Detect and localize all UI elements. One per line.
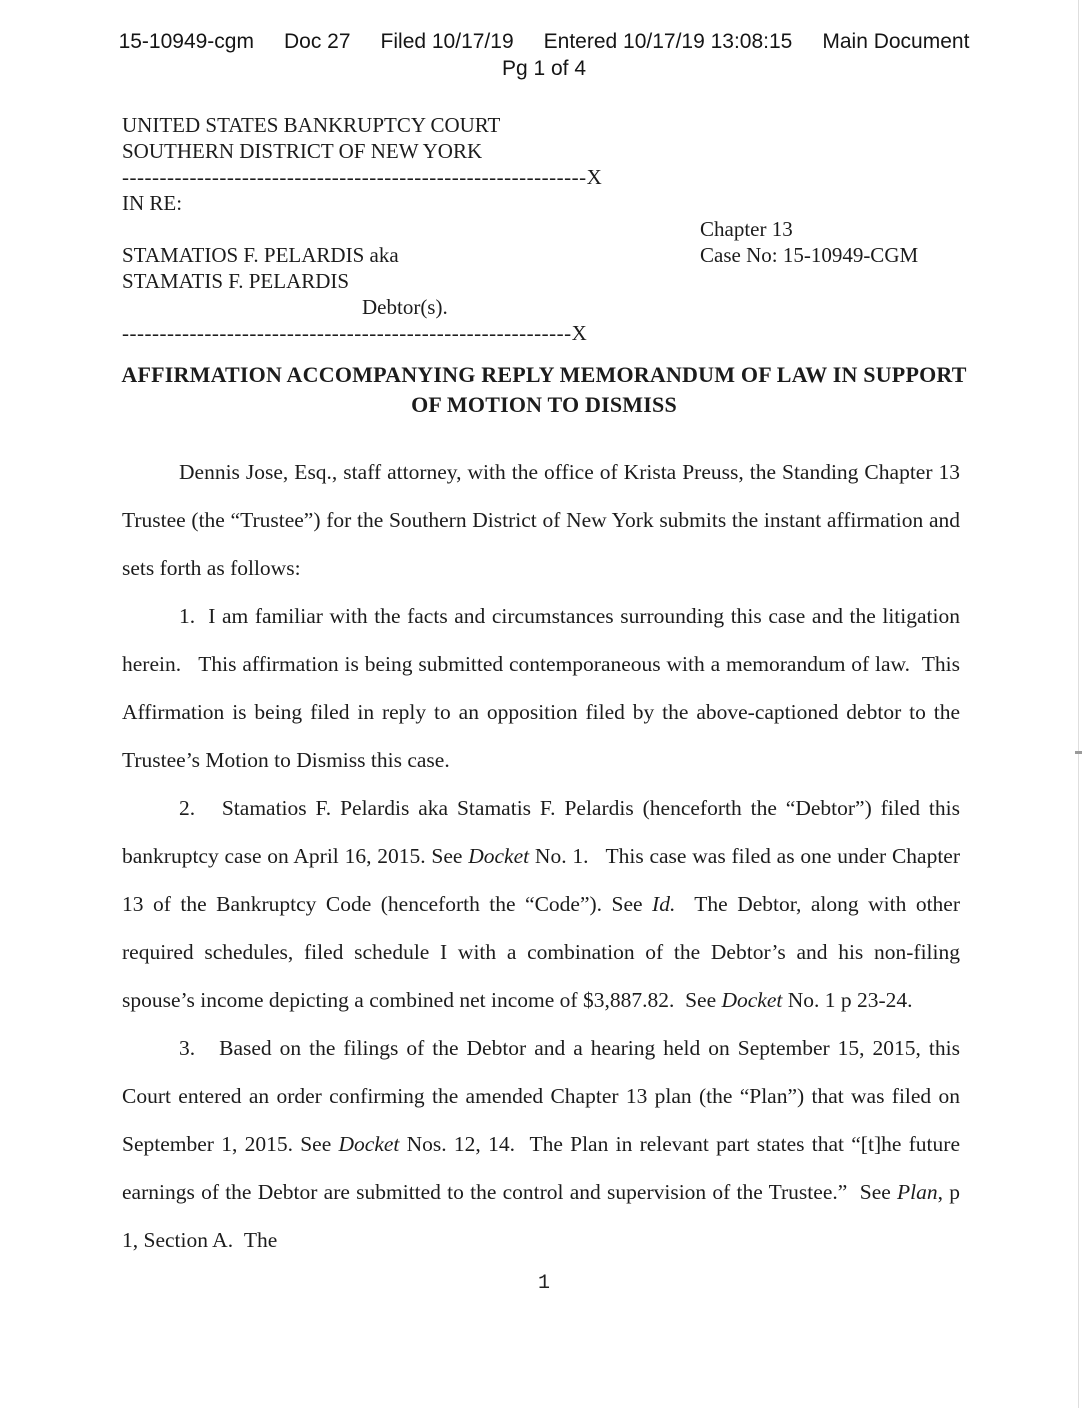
document-type-stamp: Main Document — [822, 30, 970, 53]
caption-right-column — [700, 216, 918, 268]
document-title-line1: AFFIRMATION ACCOMPANYING REPLY MEMORANDUM OF LAW IN SUPPORT — [121, 362, 967, 387]
document-title — [0, 360, 1088, 420]
court-district: SOUTHERN DISTRICT OF NEW YORK — [122, 139, 483, 163]
intro-paragraph: Dennis Jose, Esq., staff attorney, with the office of Krista Preuss, the Standing Chapter 13 Trustee (the “Trustee”) for the Southern District of New York submits the instant affirmation and sets forth as follows: — [122, 460, 960, 580]
caption-divider-bottom: ------------------------------------------------------------X — [122, 321, 588, 345]
ecf-stamp-line1 — [0, 28, 1088, 55]
case-no-label: Case No: 15-10949-CGM — [700, 243, 919, 267]
scan-edge-artifact — [1078, 0, 1079, 1408]
case-caption — [122, 112, 972, 346]
page-indicator-stamp: Pg 1 of 4 — [501, 57, 587, 80]
scan-tick-artifact — [1075, 751, 1082, 754]
numbered-paragraph-1: 1. I am familiar with the facts and circumstances surrounding this case and the litigation herein. This affirmation is being submitted contemporaneous with a memorandum of law. This Affirmation is being filed in reply to an opposition filed by the above-captioned debtor to the Trustee’s Motion to Dismiss this case. — [122, 604, 960, 772]
debtor-name-line1: STAMATIOS F. PELARDIS aka — [122, 243, 399, 267]
numbered-paragraph-2: 2. Stamatios F. Pelardis aka Stamatis F. Pelardis (henceforth the “Debtor”) filed this bankruptcy case on April 16, 2015. See Docket No. 1. This case was filed as one under Chapter 13 of the Bankruptcy Code (henceforth the “Code”). See Id. The Debtor, along with other required schedules, filed schedule I with a combination of the Debtor’s and his non-filing spouse’s income depicting a combined net income of $3,887.82. See Docket No. 1 p 23-24. — [122, 796, 961, 1012]
court-name: UNITED STATES BANKRUPTCY COURT — [122, 113, 501, 137]
case-number-stamp: 15-10949-cgm — [118, 30, 254, 53]
doc-number-stamp: Doc 27 — [283, 30, 351, 53]
document-body — [122, 448, 960, 1264]
chapter-label: Chapter 13 — [700, 217, 793, 241]
in-re-label: IN RE: — [122, 191, 183, 215]
document-title-line2: OF MOTION TO DISMISS — [411, 392, 677, 417]
ecf-stamp-header — [0, 28, 1088, 82]
filed-date-stamp: Filed 10/17/19 — [380, 30, 514, 53]
page-number: 1 — [537, 1272, 550, 1295]
debtor-name-line2: STAMATIS F. PELARDIS — [122, 269, 350, 293]
numbered-paragraph-3: 3. Based on the filings of the Debtor and a hearing held on September 15, 2015, this Court entered an order confirming the amended Chapter 13 plan (the “Plan”) that was filed on September 1, 2015. See Docket Nos. 12, 14. The Plan in relevant part states that “[t]he future earnings of the Debtor are submitted to the control and supervision of the Trustee.” See Plan, p 1, Section A. The — [122, 1036, 960, 1252]
caption-divider-top: --------------------------------------------------------------X — [122, 165, 603, 189]
debtor-label: Debtor(s). — [362, 295, 448, 319]
entered-date-stamp: Entered 10/17/19 13:08:15 — [543, 30, 793, 53]
